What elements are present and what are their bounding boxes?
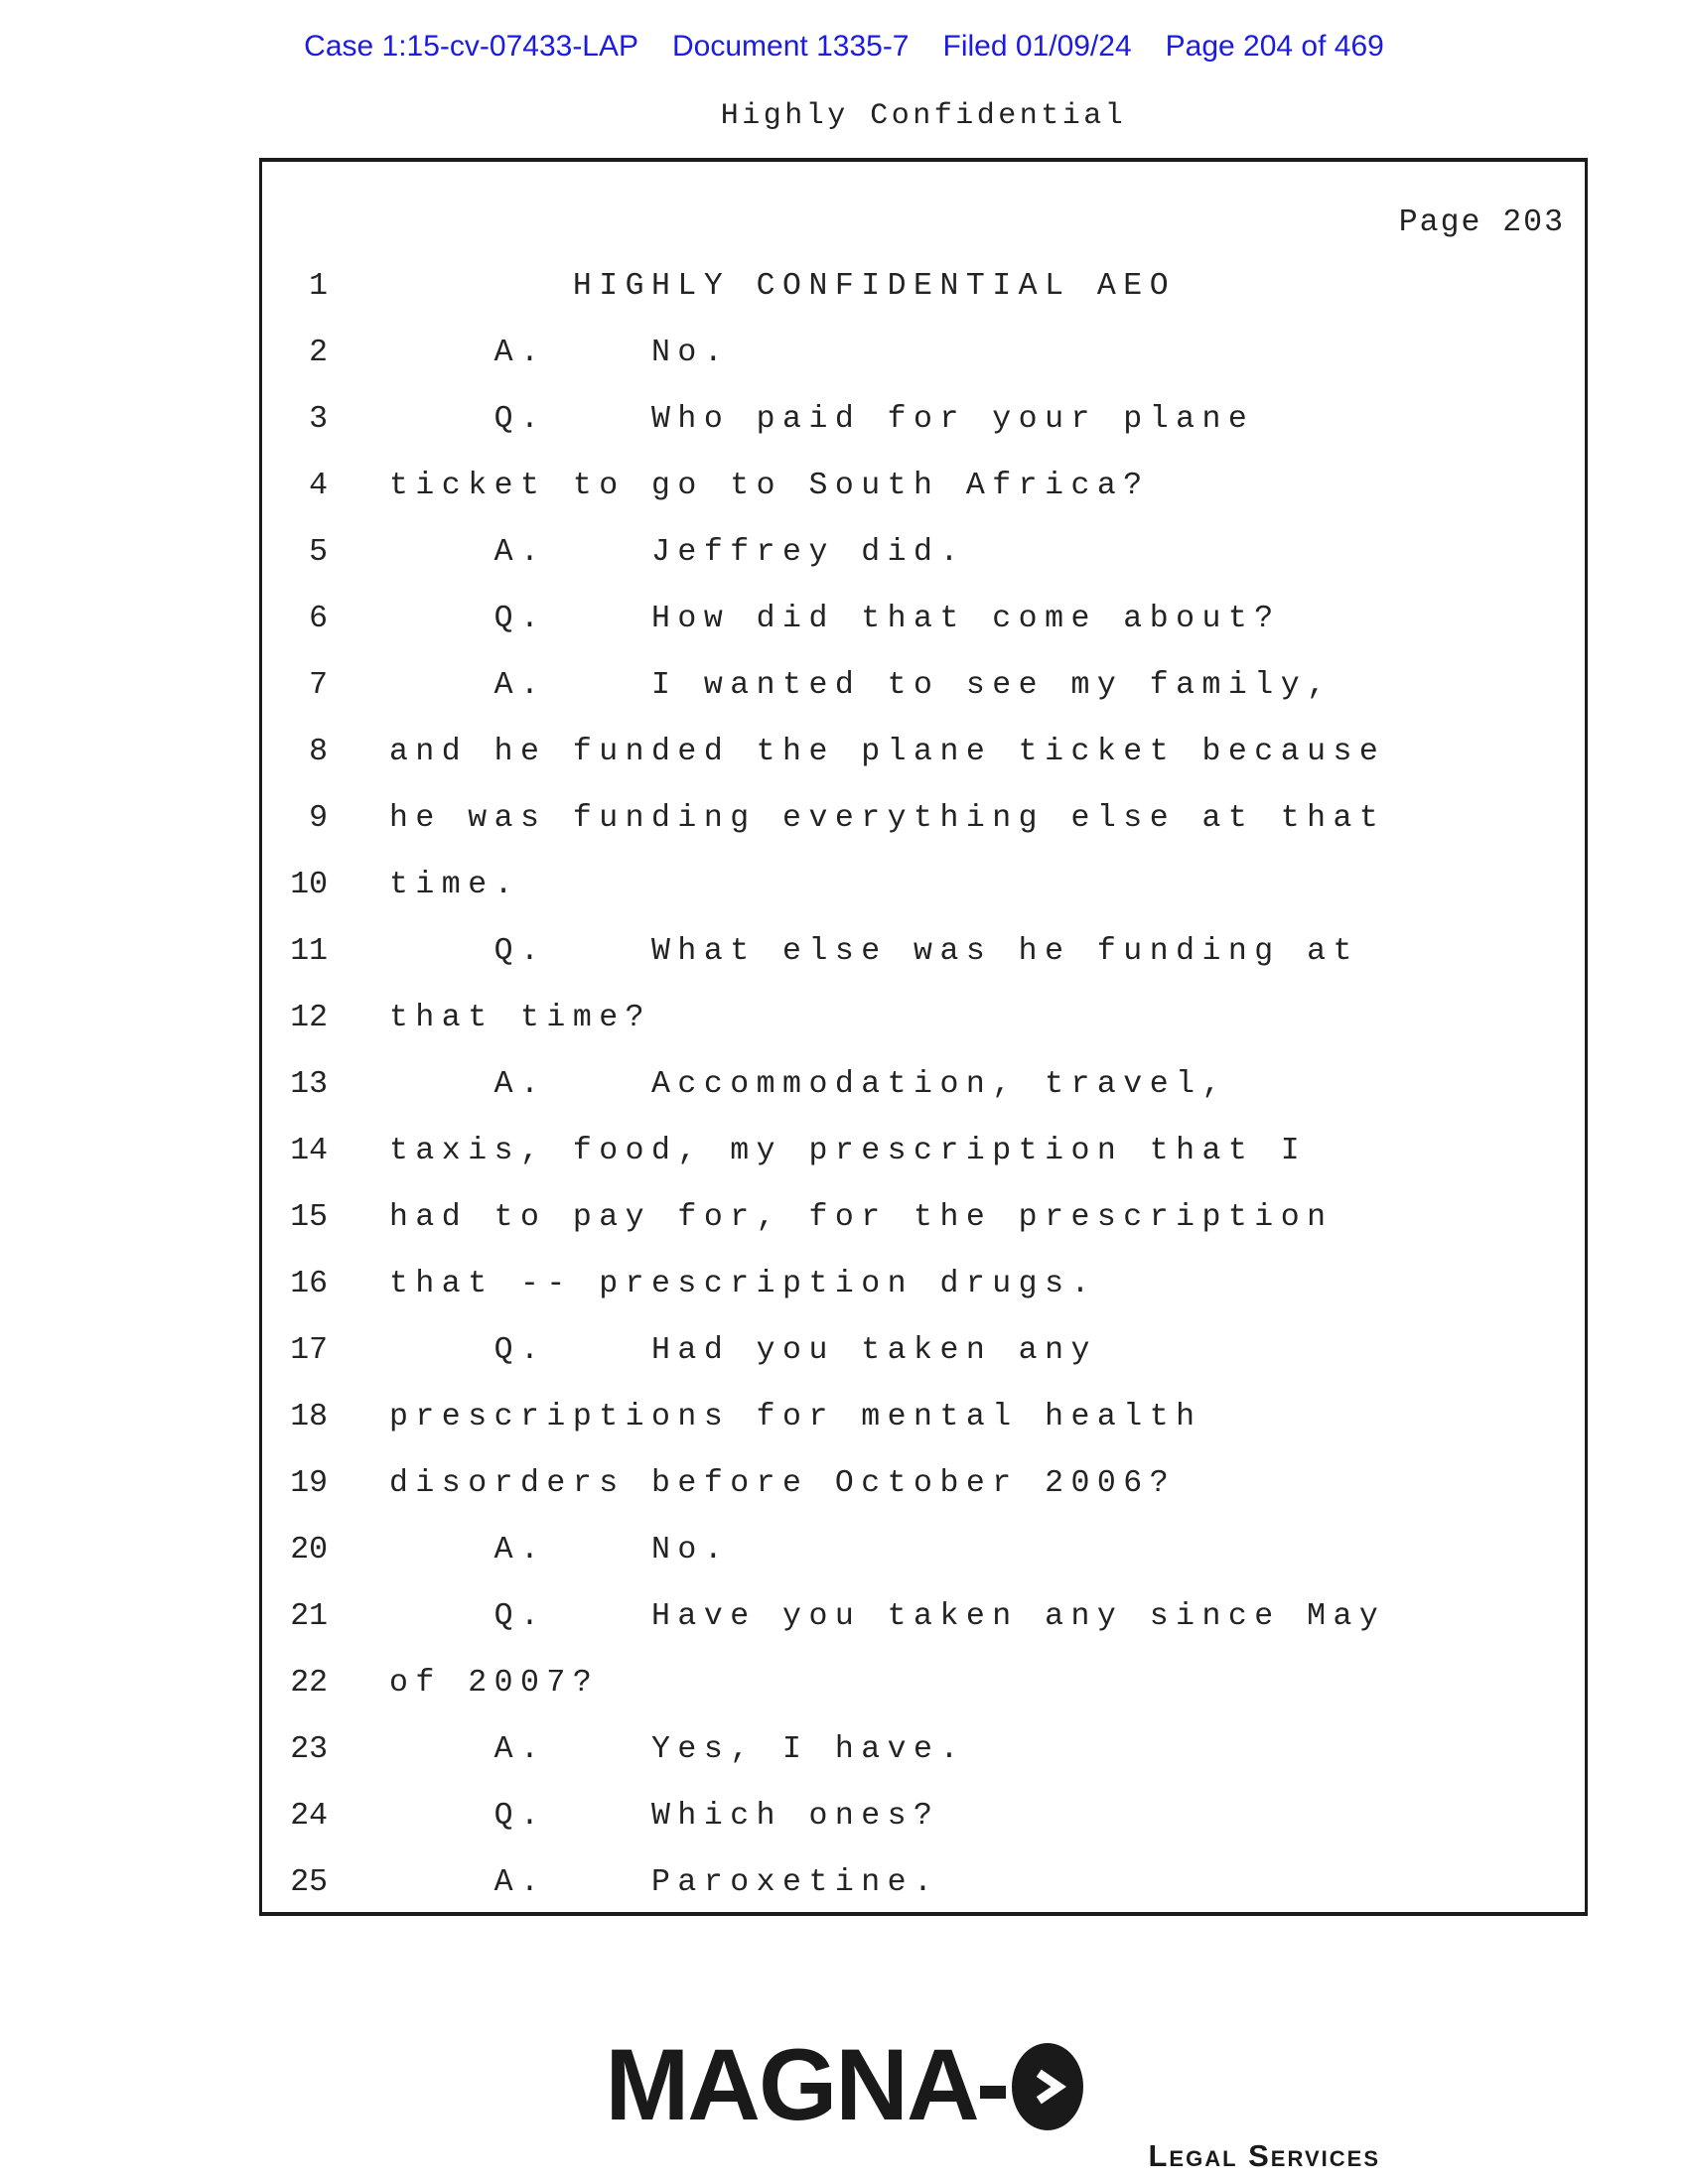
line-text: of 2007? (389, 1666, 600, 1701)
line-number: 9 (309, 801, 328, 836)
transcript-line (262, 519, 1585, 586)
transcript-line (262, 652, 1585, 719)
transcript-line (262, 586, 1585, 652)
line-number: 19 (290, 1466, 328, 1501)
transcript-line (262, 1118, 1585, 1184)
magna-logo-subtext: Legal Services (1148, 2138, 1380, 2173)
transcript-line (262, 985, 1585, 1051)
transcript-line (262, 1450, 1585, 1517)
transcript-line (262, 1251, 1585, 1317)
line-text: HIGHLY CONFIDENTIAL AEO (389, 269, 1177, 304)
line-text: A. Paroxetine. (389, 1865, 940, 1900)
transcript-line (262, 918, 1585, 985)
line-text: Q. What else was he funding at (389, 934, 1359, 969)
transcript-line (262, 320, 1585, 386)
line-text: and he funded the plane ticket because (389, 735, 1386, 769)
line-number: 10 (290, 868, 328, 902)
line-text: Q. Have you taken any since May (389, 1599, 1386, 1634)
line-number: 20 (290, 1533, 328, 1568)
line-number: 3 (309, 402, 328, 437)
line-number: 23 (290, 1732, 328, 1767)
magna-arrow-icon (1012, 2043, 1083, 2130)
transcript-line (262, 1384, 1585, 1450)
line-text: had to pay for, for the prescription (389, 1200, 1334, 1235)
line-text: A. No. (389, 1533, 731, 1568)
line-text: that -- prescription drugs. (389, 1267, 1097, 1301)
confidential-watermark: Highly Confidential (720, 99, 1127, 133)
magna-logo-row (605, 2028, 1082, 2141)
line-number: 1 (309, 269, 328, 304)
filed-date: Filed 01/09/24 (942, 30, 1132, 63)
line-number: 12 (290, 1001, 328, 1035)
line-number: 11 (290, 934, 328, 969)
transcript-line (262, 1849, 1585, 1916)
line-text: he was funding everything else at that (389, 801, 1386, 836)
logo-dash (980, 2086, 1006, 2099)
line-number: 4 (309, 469, 328, 503)
line-number: 25 (290, 1865, 328, 1900)
line-text: Q. Which ones? (389, 1799, 940, 1834)
line-text: A. I wanted to see my family, (389, 668, 1334, 703)
case-header (0, 30, 1688, 64)
transcript-line (262, 1783, 1585, 1849)
transcript-line (262, 785, 1585, 852)
line-number: 17 (290, 1333, 328, 1368)
transcript-line (262, 1716, 1585, 1783)
line-text: taxis, food, my prescription that I (389, 1134, 1308, 1168)
line-text: A. No. (389, 336, 731, 370)
line-text: A. Yes, I have. (389, 1732, 966, 1767)
transcript-line (262, 1517, 1585, 1583)
transcript-line (262, 453, 1585, 519)
line-text: Q. Had you taken any (389, 1333, 1097, 1368)
line-text: Q. Who paid for your plane (389, 402, 1255, 437)
line-number: 21 (290, 1599, 328, 1634)
line-number: 6 (309, 602, 328, 636)
line-number: 2 (309, 336, 328, 370)
line-text: A. Accommodation, travel, (389, 1067, 1228, 1102)
line-number: 7 (309, 668, 328, 703)
transcript-line (262, 1051, 1585, 1118)
line-number: 22 (290, 1666, 328, 1701)
transcript-line (262, 719, 1585, 785)
transcript-line (262, 1317, 1585, 1384)
line-number: 5 (309, 535, 328, 570)
line-text: disorders before October 2006? (389, 1466, 1177, 1501)
line-text: time. (389, 868, 521, 902)
line-number: 13 (290, 1067, 328, 1102)
document-number: Document 1335-7 (672, 30, 910, 63)
line-text: ticket to go to South Africa? (389, 469, 1150, 503)
line-text: Q. How did that come about? (389, 602, 1281, 636)
pdf-page-number: Page 204 of 469 (1165, 30, 1384, 63)
line-text: prescriptions for mental health (389, 1400, 1202, 1434)
transcript-line (262, 253, 1585, 320)
transcript-line (262, 1650, 1585, 1716)
transcript-lines (262, 253, 1585, 1916)
transcript-line (262, 852, 1585, 918)
line-number: 15 (290, 1200, 328, 1235)
page-number-label: Page 203 (1398, 205, 1565, 240)
magna-logo (0, 2028, 1688, 2174)
line-number: 24 (290, 1799, 328, 1834)
transcript-line (262, 1583, 1585, 1650)
transcript-line (262, 1184, 1585, 1251)
transcript-box (259, 158, 1588, 1916)
line-number: 14 (290, 1134, 328, 1168)
transcript-line (262, 386, 1585, 453)
line-number: 18 (290, 1400, 328, 1434)
magna-logo-text: MAGNA (605, 2028, 978, 2141)
line-text: A. Jeffrey did. (389, 535, 966, 570)
line-text: that time? (389, 1001, 652, 1035)
line-number: 8 (309, 735, 328, 769)
case-number: Case 1:15-cv-07433-LAP (304, 30, 639, 63)
line-number: 16 (290, 1267, 328, 1301)
